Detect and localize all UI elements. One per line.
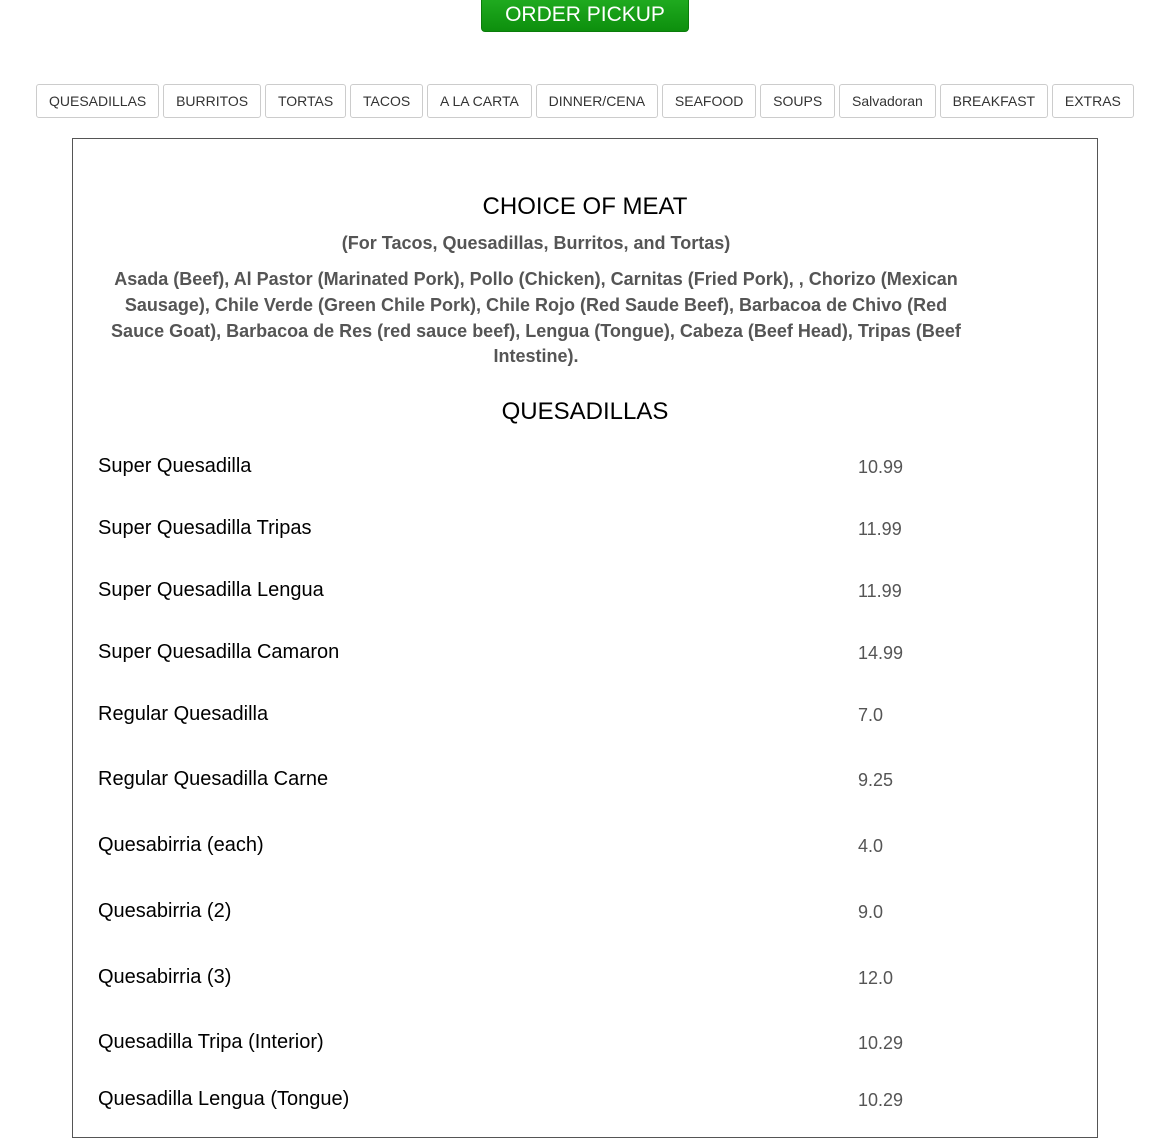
menu-item[interactable]: [98, 1031, 1058, 1061]
choice-of-meat-title: CHOICE OF MEAT: [482, 193, 688, 220]
menu-item[interactable]: [98, 1088, 1058, 1118]
menu-panel: [72, 138, 1098, 1138]
menu-item-name: Regular Quesadilla: [98, 703, 269, 725]
menu-item-name: Quesabirria (2): [98, 900, 232, 922]
menu-item-name: Quesabirria (each): [98, 834, 264, 856]
tab-burritos[interactable]: BURRITOS: [163, 84, 261, 118]
tab-a-la-carta[interactable]: A LA CARTA: [427, 84, 532, 118]
section-title: QUESADILLAS: [501, 398, 669, 425]
menu-item-price: 9.0: [858, 902, 884, 922]
menu-item-price: 4.0: [858, 836, 884, 856]
menu-item[interactable]: [98, 768, 1058, 798]
menu-item-price: 10.29: [858, 1033, 904, 1053]
tab-extras[interactable]: EXTRAS: [1052, 84, 1134, 118]
tab-dinner-cena[interactable]: DINNER/CENA: [536, 84, 658, 118]
menu-item-price: 11.99: [858, 581, 902, 601]
menu-item-price: 9.25: [858, 770, 894, 790]
tab-tacos[interactable]: TACOS: [350, 84, 423, 118]
menu-item[interactable]: [98, 966, 1058, 996]
menu-item-price: 10.29: [858, 1090, 904, 1110]
order-pickup-button[interactable]: ORDER PICKUP: [481, 0, 689, 32]
tab-soups[interactable]: SOUPS: [760, 84, 835, 118]
choice-of-meat-subtitle: (For Tacos, Quesadillas, Burritos, and Tortas): [341, 233, 731, 253]
tab-seafood[interactable]: SEAFOOD: [662, 84, 756, 118]
menu-item-name: Regular Quesadilla Carne: [98, 768, 329, 790]
menu-item-price: 14.99: [858, 643, 904, 663]
menu-item-price: 10.99: [858, 457, 904, 477]
menu-item[interactable]: [98, 703, 1058, 733]
menu-item[interactable]: [98, 517, 1058, 547]
choice-of-meat-list: Asada (Beef), Al Pastor (Marinated Pork), Pollo (Chicken), Carnitas (Fried Pork), , Chorizo (Mexican Sausage), Chile Verde (Green Chile Pork), Chile Rojo (Red Saude Beef), Barbacoa de Chivo (Red Sauce Goat), Barbacoa de Res (red sauce beef), Lengua (Tongue), Cabeza (Beef Head), Tripas (Beef Intestine).: [111, 269, 961, 367]
category-tabs: [36, 84, 1134, 118]
menu-item-name: Quesabirria (3): [98, 966, 232, 988]
menu-item[interactable]: [98, 900, 1058, 930]
menu-item-name: Quesadilla Lengua (Tongue): [98, 1088, 350, 1110]
menu-item-name: Super Quesadilla Lengua: [98, 579, 324, 601]
menu-item-price: 11.99: [858, 519, 902, 539]
menu-item-price: 7.0: [858, 705, 884, 725]
menu-item-name: Quesadilla Tripa (Interior): [98, 1031, 324, 1053]
menu-item-name: Super Quesadilla Tripas: [98, 517, 312, 539]
tab-salvadoran[interactable]: Salvadoran: [839, 84, 936, 118]
menu-item[interactable]: [98, 641, 1058, 671]
menu-item[interactable]: [98, 834, 1058, 864]
tab-breakfast[interactable]: BREAKFAST: [940, 84, 1048, 118]
tab-tortas[interactable]: TORTAS: [265, 84, 346, 118]
menu-item-name: Super Quesadilla: [98, 455, 252, 477]
menu-item-price: 12.0: [858, 968, 894, 988]
menu-item[interactable]: [98, 455, 1058, 485]
menu-item[interactable]: [98, 579, 1058, 609]
tab-quesadillas[interactable]: QUESADILLAS: [36, 84, 159, 118]
menu-item-name: Super Quesadilla Camaron: [98, 641, 340, 663]
